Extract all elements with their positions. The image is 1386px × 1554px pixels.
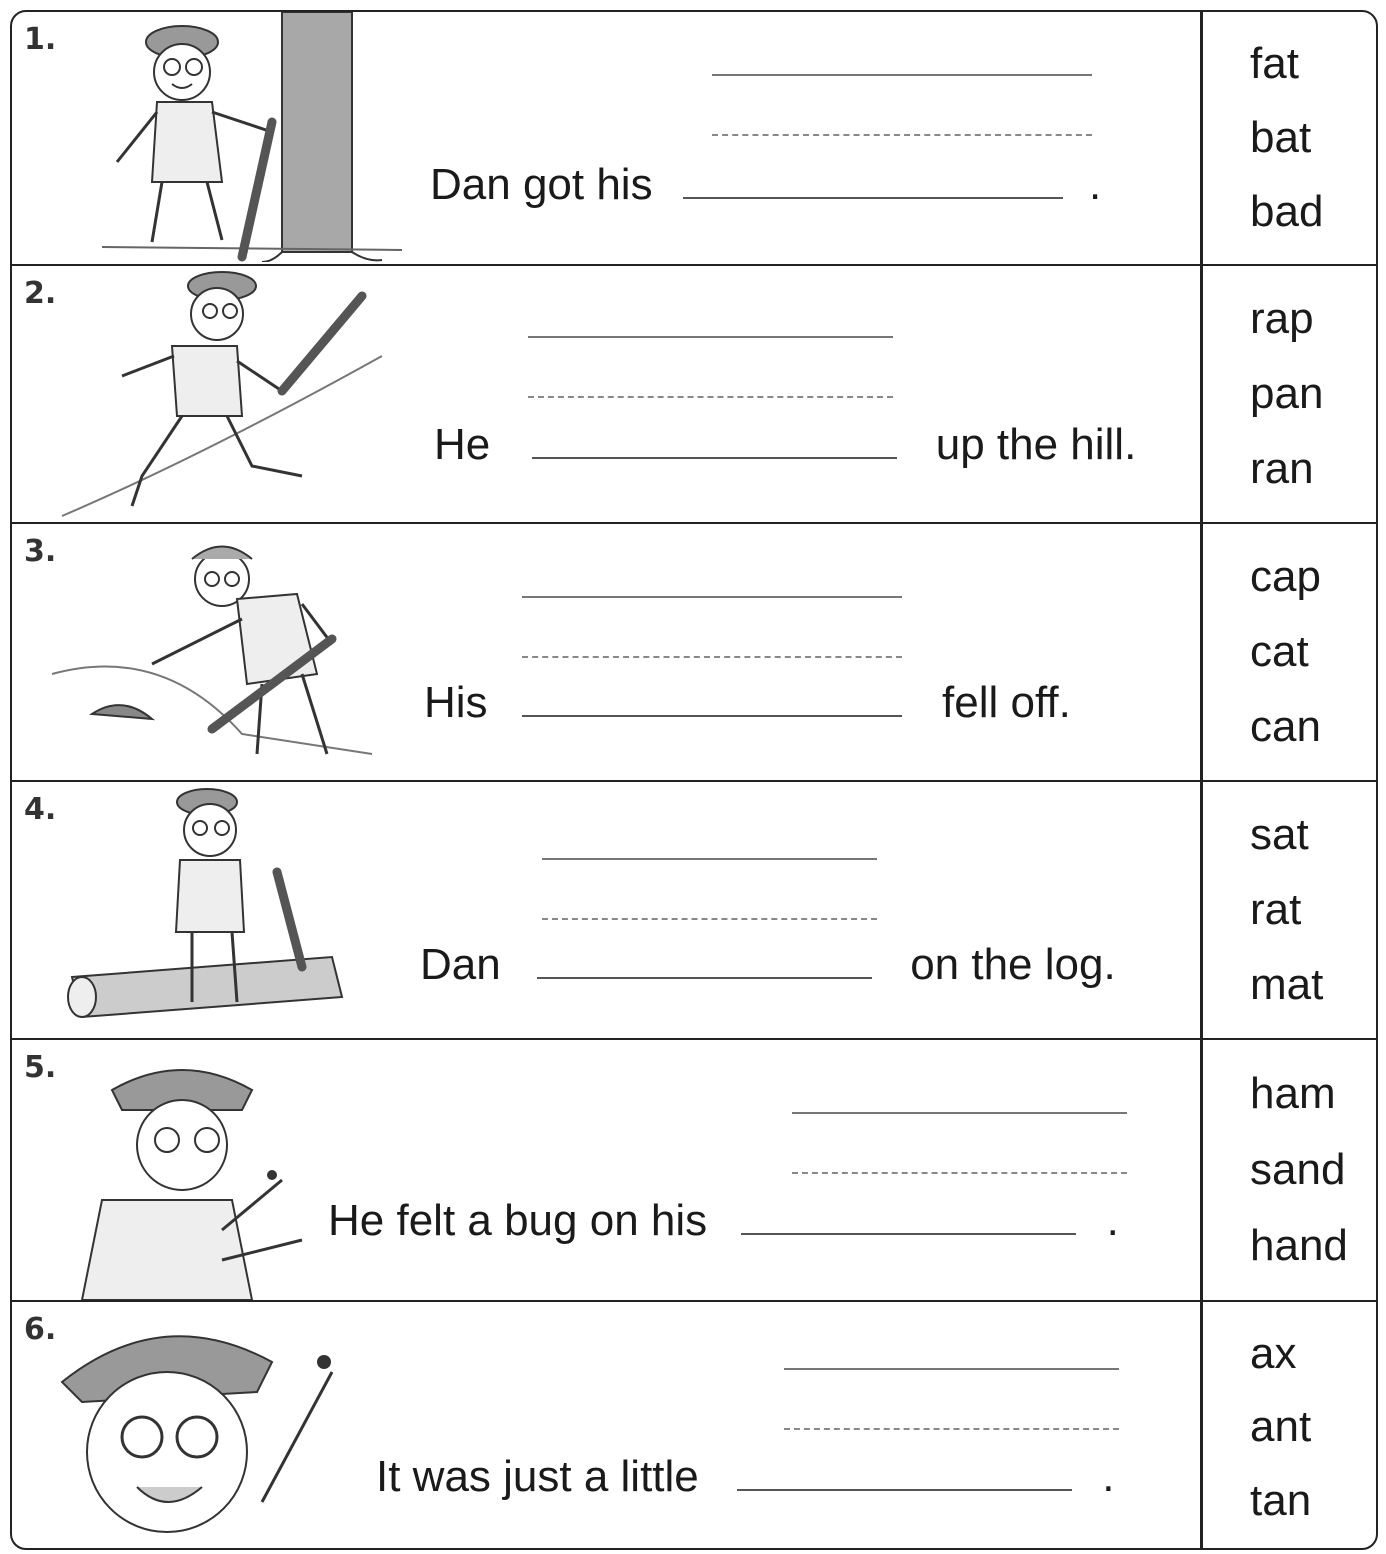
item-number: 6.: [24, 1312, 57, 1347]
worksheet: [10, 10, 1378, 1550]
answer-blank[interactable]: [522, 705, 902, 717]
word-choices: [1202, 782, 1378, 1038]
boy-running-with-bat-icon: [52, 266, 392, 521]
item-number: 4.: [24, 792, 57, 827]
word-choices: [1202, 266, 1378, 522]
word-choice[interactable]: can: [1250, 702, 1321, 751]
writing-guide-mid: [712, 134, 1092, 136]
sentence-start: It was just a little: [376, 1452, 699, 1501]
sentence-end: .: [1089, 160, 1102, 209]
boy-reaching-for-cap-icon: [42, 524, 382, 779]
sentence: [434, 420, 1136, 470]
word-choice[interactable]: pan: [1250, 369, 1324, 418]
boy-holding-ant-icon: [42, 1302, 362, 1550]
item-number: 3.: [24, 534, 57, 569]
word-choice[interactable]: ham: [1250, 1069, 1336, 1118]
writing-guide-mid: [528, 396, 893, 398]
sentence-start: He felt a bug on his: [328, 1196, 708, 1245]
word-choice[interactable]: ran: [1250, 444, 1314, 493]
sentence-end: .: [1106, 1196, 1119, 1245]
sentence: [430, 160, 1101, 210]
word-choices: [1202, 1040, 1378, 1300]
sentence-end: fell off.: [942, 678, 1071, 727]
sentence: [328, 1196, 1119, 1246]
word-choices: [1202, 524, 1378, 780]
boy-by-tree-with-bat-icon: [82, 12, 412, 262]
writing-guide-mid: [522, 656, 902, 658]
word-choice[interactable]: ant: [1250, 1402, 1312, 1451]
writing-guide-top: [522, 596, 902, 598]
sentence-start: Dan: [420, 940, 501, 989]
writing-guide-mid: [784, 1428, 1119, 1430]
writing-guide-top: [542, 858, 877, 860]
exercise-row-4: [12, 780, 1376, 1038]
item-number: 5.: [24, 1050, 57, 1085]
answer-blank[interactable]: [737, 1479, 1072, 1491]
word-choice[interactable]: ax: [1250, 1328, 1297, 1378]
sentence-start: He: [434, 420, 491, 469]
sentence-start: His: [424, 678, 488, 727]
boy-sitting-on-log-icon: [52, 782, 372, 1037]
sentence: [376, 1452, 1114, 1502]
exercise-row-2: [12, 264, 1376, 522]
word-choice[interactable]: tan: [1250, 1475, 1312, 1525]
writing-guide-mid: [542, 918, 877, 920]
item-number: 1.: [24, 22, 57, 57]
sentence-end: on the log.: [910, 940, 1116, 989]
word-choice[interactable]: bad: [1250, 187, 1324, 236]
sentence: [420, 940, 1116, 990]
writing-guide-top: [792, 1112, 1127, 1114]
word-choice[interactable]: sat: [1250, 810, 1309, 859]
writing-guide-mid: [792, 1172, 1127, 1174]
exercise-row-3: [12, 522, 1376, 780]
sentence-start: Dan got his: [430, 160, 653, 209]
answer-blank[interactable]: [741, 1223, 1076, 1235]
sentence-end: .: [1102, 1452, 1115, 1501]
writing-guide-top: [528, 336, 893, 338]
writing-guide-top: [712, 74, 1092, 76]
writing-guide-top: [784, 1368, 1119, 1370]
word-choice[interactable]: rap: [1250, 294, 1314, 343]
item-number: 2.: [24, 276, 57, 311]
word-choice[interactable]: mat: [1250, 960, 1324, 1009]
exercise-row-5: [12, 1038, 1376, 1300]
answer-blank[interactable]: [683, 187, 1063, 199]
word-choice[interactable]: sand: [1250, 1145, 1346, 1194]
sentence-end: up the hill.: [935, 420, 1137, 469]
word-choices: [1202, 1302, 1378, 1550]
word-choice[interactable]: fat: [1250, 39, 1299, 88]
word-choice[interactable]: cat: [1250, 627, 1309, 676]
boy-bug-on-hand-icon: [42, 1040, 332, 1300]
word-choice[interactable]: bat: [1250, 113, 1312, 162]
word-choice[interactable]: rat: [1250, 885, 1302, 934]
exercise-row-6: [12, 1300, 1376, 1550]
word-choice[interactable]: hand: [1250, 1221, 1348, 1270]
answer-blank[interactable]: [532, 447, 897, 459]
word-choice[interactable]: cap: [1250, 552, 1321, 601]
sentence: [424, 678, 1071, 728]
exercise-row-1: [12, 12, 1376, 264]
word-choices: [1202, 12, 1378, 264]
answer-blank[interactable]: [537, 967, 872, 979]
